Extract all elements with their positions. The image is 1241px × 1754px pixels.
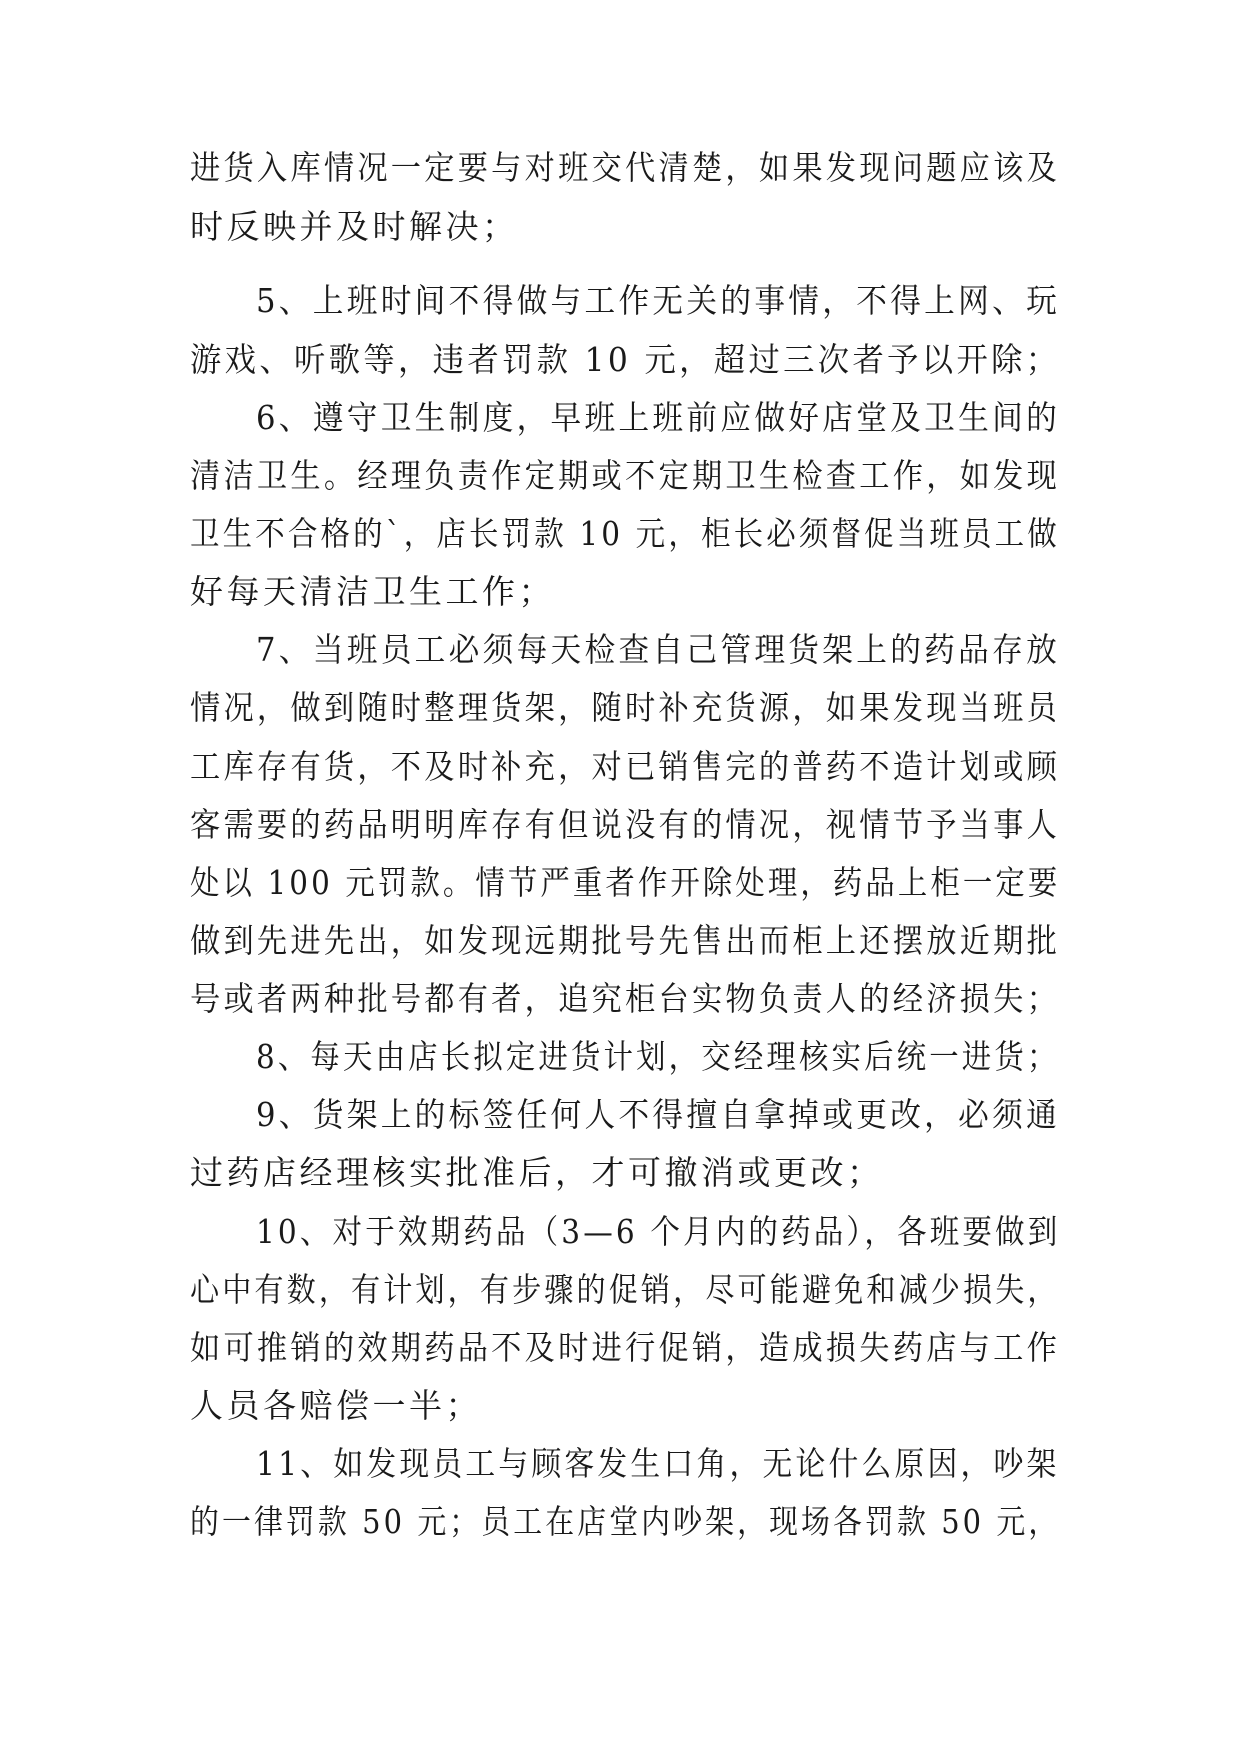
text-line: 进货入库情况一定要与对班交代清楚，如果发现问题应该及 [190, 148, 1061, 187]
text-line: 处以 100 元罚款。情节严重者作开除处理，药品上柜一定要 [190, 863, 1061, 902]
text-line: 的一律罚款 50 元；员工在店堂内吵架，现场各罚款 50 元， [190, 1502, 1061, 1541]
text-line: 工库存有货，不及时补充，对已销售完的普药不造计划或顾 [190, 747, 1061, 786]
clause-9-line: 9、货架上的标签任何人不得擅自拿掉或更改，必须通 [256, 1095, 1061, 1134]
text-line: 卫生不合格的`，店长罚款 10 元，柜长必须督促当班员工做 [190, 514, 1060, 553]
clause-7-line: 7、当班员工必须每天检查自己管理货架上的药品存放 [256, 630, 1061, 669]
clause-5-line: 5、上班时间不得做与工作无关的事情，不得上网、玩 [256, 281, 1061, 320]
text-line: 时反映并及时解决； [190, 207, 519, 246]
text-line: 心中有数，有计划，有步骤的促销，尽可能避免和减少损失， [190, 1270, 1060, 1309]
clause-11-line: 11、如发现员工与顾客发生口角，无论什么原因，吵架 [256, 1444, 1060, 1483]
text-line: 客需要的药品明明库存有但说没有的情况，视情节予当事人 [190, 805, 1061, 844]
clause-6-line: 6、遵守卫生制度，早班上班前应做好店堂及卫生间的 [256, 398, 1061, 437]
text-line: 过药店经理核实批准后，才可撤消或更改； [190, 1153, 884, 1192]
text-line: 情况，做到随时整理货架，随时补充货源，如果发现当班员 [190, 688, 1061, 727]
text-line: 清洁卫生。经理负责作定期或不定期卫生检查工作，如发现 [190, 456, 1061, 495]
text-line: 好每天清洁卫生工作； [190, 572, 555, 611]
clause-10-line: 10、对于效期药品（3—6 个月内的药品），各班要做到 [256, 1212, 1061, 1251]
text-line: 号或者两种批号都有者，追究柜台实物负责人的经济损失； [190, 979, 1061, 1018]
clause-8-line: 8、每天由店长拟定进货计划，交经理核实后统一进货； [256, 1037, 1060, 1076]
text-line: 如可推销的效期药品不及时进行促销，造成损失药店与工作 [190, 1328, 1061, 1367]
text-line: 游戏、听歌等，违者罚款 10 元，超过三次者予以开除； [190, 340, 1061, 379]
text-line: 人员各赔偿一半； [190, 1386, 482, 1425]
text-line: 做到先进先出，如发现远期批号先售出而柜上还摆放近期批 [190, 921, 1061, 960]
